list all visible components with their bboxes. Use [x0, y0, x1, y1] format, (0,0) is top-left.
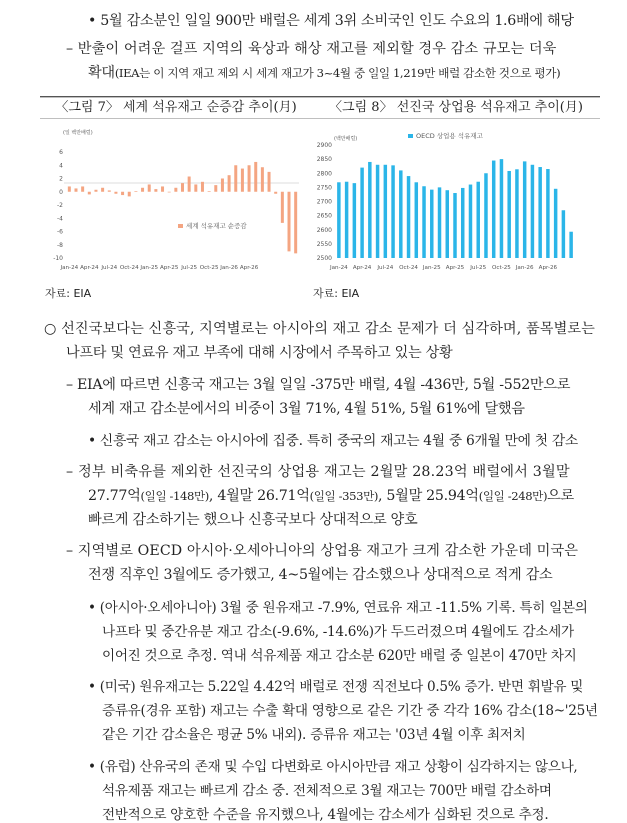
bar — [188, 177, 191, 192]
y-tick-label: 2800 — [316, 170, 332, 178]
x-tick-label: Apr-24 — [80, 265, 99, 271]
main-dash-3-line-2: 전쟁 직후인 3월에도 증가했고, 4~5월에는 감소했으나 상대적으로 적게 감소 — [88, 567, 553, 583]
bar — [241, 169, 244, 192]
main-bullet-4-line-1: • (유럽) 산유국의 존재 및 수입 다변화로 아시아만큼 재고 상황이 심각하지는 않으나, — [88, 759, 578, 775]
bar — [384, 165, 387, 258]
x-tick-label: Oct-24 — [399, 265, 418, 271]
y-tick-label: 2750 — [316, 184, 332, 192]
bar — [500, 159, 503, 258]
bar — [268, 172, 271, 192]
x-tick-label: Oct-25 — [199, 265, 219, 271]
bar — [281, 192, 284, 223]
y-tick-label: 2850 — [316, 156, 332, 164]
x-tick-label: Apr-25 — [159, 265, 179, 271]
main-circle-line-1: ○ 선진국보다는 신흥국, 지역별로는 아시아의 재고 감소 문제가 더 심각하며, 품목별로는 — [44, 321, 595, 337]
bar — [288, 192, 291, 252]
bar — [261, 167, 264, 192]
d2-part-f: (일일 -248만) — [478, 489, 548, 503]
y-tick-label: 2 — [59, 175, 63, 183]
main-bullet-4-line-3: 전반적으로 양호한 수준을 유지했으나, 4월에는 감소세가 심화된 것으로 추정. — [102, 807, 549, 823]
figure-8-source: 자료: EIA — [313, 287, 360, 300]
bar — [94, 190, 97, 192]
y-tick-label: 2900 — [316, 142, 332, 149]
x-tick-label: Jan-25 — [422, 265, 441, 271]
bar — [476, 182, 479, 258]
bar — [134, 191, 137, 192]
bar — [274, 192, 277, 194]
bar — [101, 188, 104, 192]
main-bullet-1: • 신흥국 재고 감소는 아시아에 집중. 특히 중국의 재고는 4월 중 6개월 만에 첫 감소 — [88, 433, 578, 449]
figure-7-title: 〈그림 7〉 세계 석유재고 순증감 추이(月) — [40, 97, 312, 119]
bar — [415, 182, 418, 258]
d2-part-a: 27.77억 — [88, 488, 141, 504]
bar — [461, 188, 464, 258]
bar — [446, 190, 449, 258]
bar — [515, 169, 518, 258]
bar — [181, 183, 184, 192]
bar — [201, 182, 204, 192]
main-bullet-2-line-2: 나프타 및 중간유분 재고 감소(-9.6%, -14.6%)가 두드러졌으며 4월에도 감소세가 — [102, 624, 574, 640]
bar — [492, 161, 495, 258]
bar — [234, 165, 237, 192]
x-tick-label: Jan-26 — [515, 265, 534, 271]
bar — [221, 179, 224, 192]
bar — [168, 192, 171, 193]
top-dash-1-line-2 — [88, 62, 560, 82]
bar — [74, 188, 77, 191]
y-tick-label: -2 — [57, 202, 63, 209]
fig8-legend-swatch — [408, 134, 413, 138]
y-tick-label: 6 — [59, 149, 63, 156]
x-tick-label: Jan-25 — [140, 265, 159, 271]
bar — [141, 188, 144, 192]
main-dash-2-line-2 — [88, 485, 574, 505]
y-tick-label: 2500 — [316, 255, 332, 262]
x-tick-label: Jul-25 — [470, 265, 487, 271]
y-tick-label: 2650 — [316, 212, 332, 220]
x-tick-label: Oct-24 — [119, 265, 139, 271]
d2-part-e: , 5월말 25.94억 — [378, 488, 479, 504]
bar — [523, 161, 526, 258]
figure-8-title: 〈그림 8〉 선진국 상업용 석유재고 추이(月) — [312, 97, 600, 119]
fig7-unit-label: (일 백만배럴) — [63, 130, 93, 136]
y-tick-label: 2550 — [316, 240, 332, 248]
figure-7-source: 자료: EIA — [45, 287, 92, 300]
x-tick-label: Jul-25 — [181, 265, 198, 271]
x-tick-label: Oct-25 — [492, 265, 511, 271]
bar — [128, 192, 131, 197]
x-tick-label: Jan-24 — [60, 265, 79, 271]
bar — [345, 182, 348, 258]
main-bullet-2-line-3: 이어진 것으로 추정. 역내 석유제품 재고 감소분 620만 배럴 중 일본이 470만 차지 — [102, 648, 577, 664]
main-dash-1-line-2: 세계 재고 감소분에서의 비중이 3월 71%, 4월 51%, 5월 61%에 달했음 — [88, 401, 525, 417]
bar — [108, 190, 111, 191]
y-tick-label: -8 — [57, 241, 63, 249]
bar — [148, 184, 151, 191]
fig8-legend-label: OECD 상업용 석유재고 — [416, 132, 483, 140]
bar — [121, 192, 124, 195]
bar — [438, 187, 441, 258]
main-bullet-4-line-2: 석유제품 재고는 빠르게 감소 중. 전체적으로 3월 재고는 700만 배럴 감소하며 — [102, 783, 552, 799]
main-dash-2-line-1: – 정부 비축유를 제외한 선진국의 상업용 재고는 2월말 28.23억 배럴에서 3월말 — [66, 464, 570, 480]
bar — [88, 192, 91, 195]
x-tick-label: Jul-24 — [377, 265, 394, 271]
main-dash-3-line-1: – 지역별로 OECD 아시아·오세아니아의 상업용 재고가 크게 감소한 가운데 미국은 — [66, 543, 579, 559]
bar — [353, 183, 356, 258]
d2-part-g: 으로 — [547, 488, 574, 504]
bar — [538, 167, 541, 258]
bar — [161, 186, 164, 191]
bar — [422, 186, 425, 258]
y-tick-label: -6 — [57, 228, 63, 236]
x-tick-label: Apr-26 — [538, 265, 558, 271]
top-dash-1-line-1: – 반출이 어려운 걸프 지역의 육상과 해상 재고를 제외할 경우 감소 규모는 더욱 — [66, 41, 557, 57]
fig8-unit-label: (백만배럴) — [334, 136, 358, 142]
bar — [507, 171, 510, 258]
y-tick-label: -10 — [53, 255, 63, 262]
bar — [562, 210, 565, 258]
bar — [546, 169, 549, 258]
y-tick-label: 0 — [59, 188, 63, 196]
y-tick-label: 2600 — [316, 226, 332, 234]
x-tick-label: Apr-26 — [239, 265, 259, 271]
bar — [569, 232, 572, 258]
y-tick-label: 2700 — [316, 198, 332, 206]
x-tick-label: Jul-24 — [101, 265, 118, 271]
d2-part-b: (일일 -148만) — [140, 489, 209, 503]
main-bullet-2-line-1: • (아시아·오세아니아) 3월 중 원유재고 -7.9%, 연료유 재고 -11.5% 기록. 특히 일본의 — [88, 600, 588, 616]
bar — [214, 185, 217, 192]
bar — [68, 186, 71, 191]
bar — [174, 188, 177, 192]
main-circle-line-2: 나프타 및 연료유 재고 부족에 대해 시장에서 주목하고 있는 상황 — [66, 345, 453, 361]
bar — [81, 186, 84, 191]
d2-part-c: , 4월말 26.71억 — [208, 488, 310, 504]
fig7-legend-swatch — [178, 224, 183, 228]
bar — [376, 165, 379, 258]
bar — [154, 189, 157, 192]
x-tick-label: Jan-26 — [220, 265, 238, 271]
figure-8-chart — [313, 121, 599, 281]
main-bullet-3-line-2: 증류유(경유 포함) 재고는 수출 확대 영향으로 같은 기간 중 각각 16% 감소(18~'25년 — [102, 703, 598, 719]
d2-part-d: (일일 -353만) — [309, 489, 379, 503]
figure-7-chart — [44, 121, 308, 281]
bar — [254, 162, 257, 192]
bar — [484, 173, 487, 258]
x-tick-label: Apr-24 — [352, 265, 372, 271]
bar — [337, 182, 340, 258]
top-bullet-1: • 5월 감소분인 일일 900만 배럴은 세계 3위 소비국인 인도 수요의 1.6배에 해당 — [88, 13, 574, 29]
bar — [228, 175, 231, 192]
y-tick-label: 4 — [59, 162, 63, 170]
bar — [469, 185, 472, 258]
main-bullet-3-line-3: 같은 기간 감소율은 평균 5% 내외). 증류유 재고는 '03년 4월 이후 최저치 — [102, 727, 526, 743]
bar — [294, 192, 297, 254]
main-bullet-3-line-1: • (미국) 원유재고는 5.22일 4.42억 배럴로 전쟁 직전보다 0.5% 증가. 반면 휘발유 및 — [88, 679, 584, 695]
fig7-legend-label: 세계 석유재고 순증감 — [186, 222, 247, 230]
bar — [430, 190, 433, 258]
bar — [360, 168, 363, 258]
main-dash-1-line-1: – EIA에 따르면 신흥국 재고는 3월 일일 -375만 배럴, 4월 -436만, 5월 -552만으로 — [66, 377, 571, 393]
x-tick-label: Apr-25 — [445, 265, 465, 271]
bar — [399, 170, 402, 258]
bar — [554, 189, 557, 258]
bar — [208, 191, 211, 192]
bar — [248, 165, 251, 192]
bar — [453, 193, 456, 258]
y-tick-label: -4 — [57, 215, 63, 223]
bar — [407, 176, 410, 258]
bar — [194, 184, 197, 191]
bar — [114, 192, 117, 194]
x-tick-label: Jan-24 — [329, 265, 348, 271]
top-dash-1-word: 확대 — [88, 65, 115, 81]
main-dash-2-line-3: 빠르게 감소하기는 했으나 신흥국보다 상대적으로 양호 — [88, 512, 418, 528]
bar — [391, 165, 394, 258]
bar — [531, 165, 534, 258]
bar — [368, 162, 371, 258]
top-dash-1-note: (IEA는 이 지역 재고 제외 시 세계 재고가 3~4월 중 일일 1,219만 배럴 감소한 것으로 평가) — [114, 66, 561, 80]
